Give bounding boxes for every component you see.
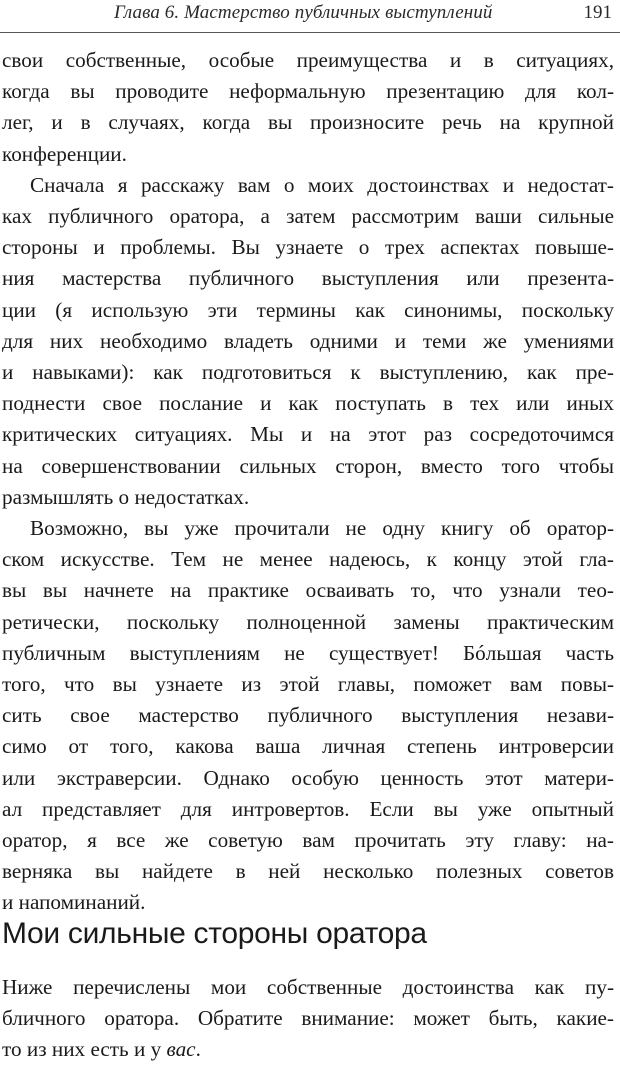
text-line: вы вы начнете на практике осваивать то, что узнали тео- (2, 578, 614, 603)
text-line: и напоминаний. (2, 890, 146, 915)
text-line: Ниже перечислены мои собственные достоинства как пу- (2, 975, 614, 999)
body-text (2, 45, 614, 1062)
text-line: размышлять о недостатках. (2, 484, 250, 509)
text-line: верняка вы найдете в ней несколько полезных советов (2, 859, 614, 884)
text-line: ском искусстве. Тем не менее надеюсь, к концу этой гла- (2, 547, 614, 572)
text-fragment: то из них есть и у (2, 1037, 167, 1062)
page-number: 191 (583, 2, 612, 23)
text-line: ках публичного оратора, а затем рассмотрим ваши сильные (2, 204, 614, 229)
text-line: лег, и в случаях, когда вы произносите речь на крупной (2, 110, 614, 135)
text-line: свои собственные, особые преимущества и в ситуациях, (2, 48, 614, 72)
paragraph-3 (2, 513, 614, 919)
text-line: для них необходимо владеть одними и теми же умениями (2, 328, 614, 353)
text-line: сить свое мастерство публичного выступления незави- (2, 703, 614, 728)
text-line: или экстраверсии. Однако особую ценность этот матери- (2, 765, 614, 790)
text-line: оратор, я все же советую вам прочитать эту главу: на- (2, 828, 614, 853)
text-line: публичным выступлениям не существует! Бóльшая часть (2, 640, 614, 665)
text-line: поднести свое послание и как поступать в тех или иных (2, 391, 614, 416)
section-heading: Мои сильные стороны оратора (2, 917, 427, 950)
text-line: ретически, поскольку полноценной замены практическим (2, 609, 614, 634)
text-line: симо от того, какова ваша личная степень интроверсии (2, 734, 614, 759)
text-line: ал представляет для интровертов. Если вы уже опытный (2, 796, 614, 821)
running-title: Глава 6. Мастерство публичных выступлений (114, 2, 493, 23)
paragraph-2 (2, 170, 614, 513)
text-line: и навыками): как подготовиться к выступлению, как пре- (2, 360, 614, 385)
emphasis-text: вас (166, 1037, 196, 1062)
text-line: конференции. (2, 141, 127, 166)
text-line: бличного оратора. Обратите внимание: может быть, какие- (2, 1006, 614, 1031)
text-line: на совершенствовании сильных сторон, вместо того чтобы (2, 453, 614, 478)
text-line: ния мастерства публичного выступления или презента- (2, 266, 614, 291)
paragraph-1 (2, 45, 614, 170)
section-paragraph (2, 972, 614, 1066)
text-fragment-end: . (195, 1037, 201, 1062)
text-line: того, что вы узнаете из этой главы, поможет вам повы- (2, 672, 614, 697)
text-line: Возможно, вы уже прочитали не одну книгу об оратор- (30, 516, 614, 541)
header-rule (0, 32, 620, 33)
text-line: Сначала я расскажу вам о моих достоинствах и недостат- (30, 172, 614, 197)
text-line: когда вы проводите неформальную презентацию для кол- (2, 79, 614, 104)
page-header (0, 0, 620, 36)
text-line: ции (я использую эти термины как синонимы, поскольку (2, 297, 614, 322)
text-line: стороны и проблемы. Вы узнаете о трех аспектах повыше- (2, 235, 614, 260)
text-line: критических ситуациях. Мы и на этот раз сосредоточимся (2, 422, 614, 447)
